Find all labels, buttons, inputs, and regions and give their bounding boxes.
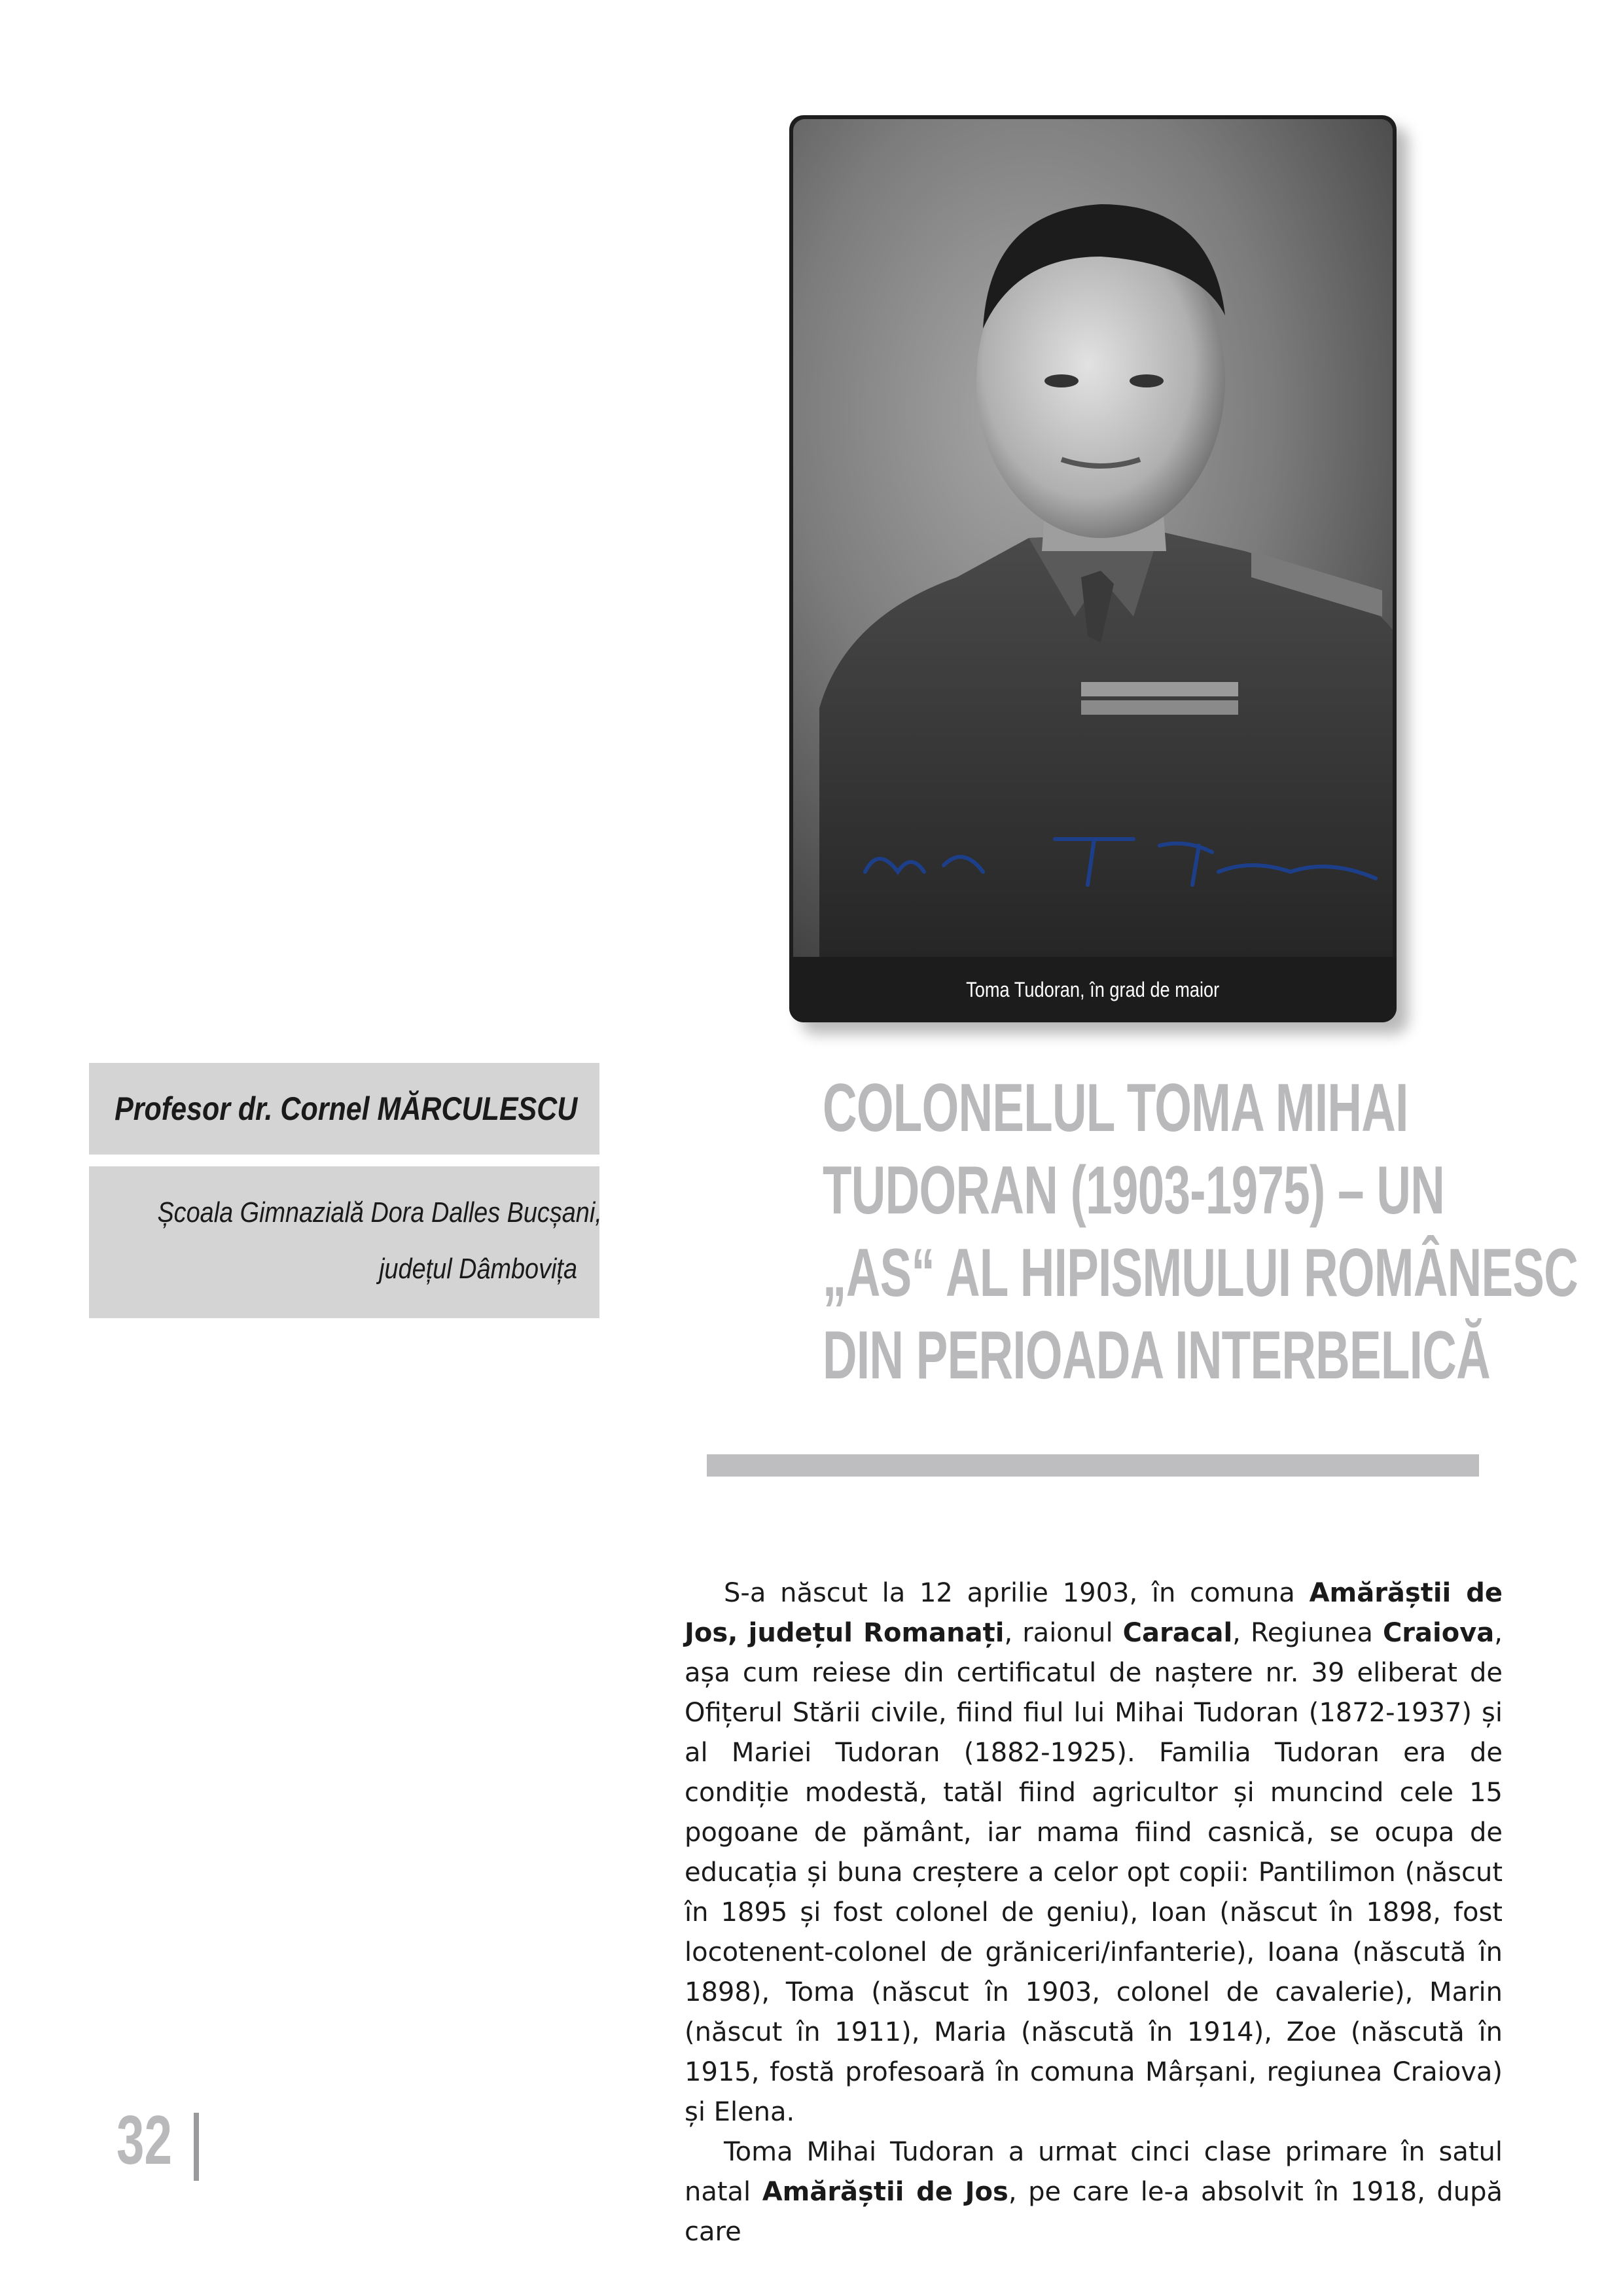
portrait-illustration	[793, 119, 1393, 957]
article-title	[707, 1067, 1578, 1397]
paragraph-2	[685, 2132, 1503, 2252]
bold-text: Craiova	[1382, 1618, 1495, 1648]
photo-caption: Toma Tudoran, în grad de maior	[966, 977, 1220, 1001]
text-run: , Regiunea	[1232, 1618, 1383, 1648]
paragraph-1	[685, 1573, 1503, 2132]
portrait-photo-card	[789, 115, 1397, 1022]
school-line-2: județul Dâmbovița	[379, 1253, 577, 1285]
caption-bar	[789, 957, 1397, 1022]
school-box	[89, 1166, 602, 1318]
text-run: , pe care le-a absolvit în 1918, după care	[685, 2177, 1503, 2247]
page-number-divider	[194, 2113, 199, 2181]
school-line-1: Școala Gimnazială Dora Dalles Bucșani,	[157, 1196, 602, 1229]
bold-text: Amărăștii de Jos	[762, 2177, 1008, 2207]
page-number: 32	[116, 2102, 172, 2179]
author-box	[89, 1063, 599, 1155]
article-body	[685, 1573, 1503, 2252]
portrait-photo	[793, 119, 1393, 957]
text-run: S-a născut la 12 aprilie 1903, în comuna	[724, 1578, 1310, 1608]
title-line-1: COLONELUL TOMA MIHAI	[823, 1070, 1408, 1146]
bold-text: Caracal	[1122, 1618, 1233, 1648]
bold-text: Amărăștii de Jos, județul Romanați	[685, 1578, 1503, 1648]
title-line-3: „AS“ AL HIPISMULUI ROMÂNESC	[823, 1235, 1578, 1311]
title-line-4: DIN PERIOADA INTERBELICĂ	[823, 1318, 1490, 1393]
title-line-2: TUDORAN (1903-1975) – UN	[823, 1153, 1445, 1229]
text-run: , raionul	[1004, 1618, 1123, 1648]
text-run: Toma Mihai Tudoran a urmat cinci clase primare în satul natal	[685, 2137, 1503, 2207]
text-run: , așa cum reiese din certificatul de naștere nr. 39 eliberat de Ofițerul Stării civile, fiind fiul lui Mihai Tudoran (1872-1937) și al Mariei Tudoran (1882-1925). Familia Tudoran era de condiție modestă, tatăl fiind agricultor și muncind cele 15 pogoane de pământ, iar mama fiind casnică, se ocupa de educația și buna creștere a celor opt copii: Pantilimon (născut în 1895 și fost colonel de geniu), Ioan (născut în 1898, fost locotenent-colonel de grăniceri/infanterie), Ioana (născută în 1898), Toma (născut în 1903, colonel de cavalerie), Marin (născut în 1911), Maria (născută în 1914), Zoe (născută în 1915, fostă profesoară în comuna Mârșani, regiunea Craiova) și Elena.	[685, 1618, 1503, 2127]
author-name: Profesor dr. Cornel MĂRCULESCU	[114, 1090, 577, 1127]
title-divider	[707, 1454, 1479, 1477]
